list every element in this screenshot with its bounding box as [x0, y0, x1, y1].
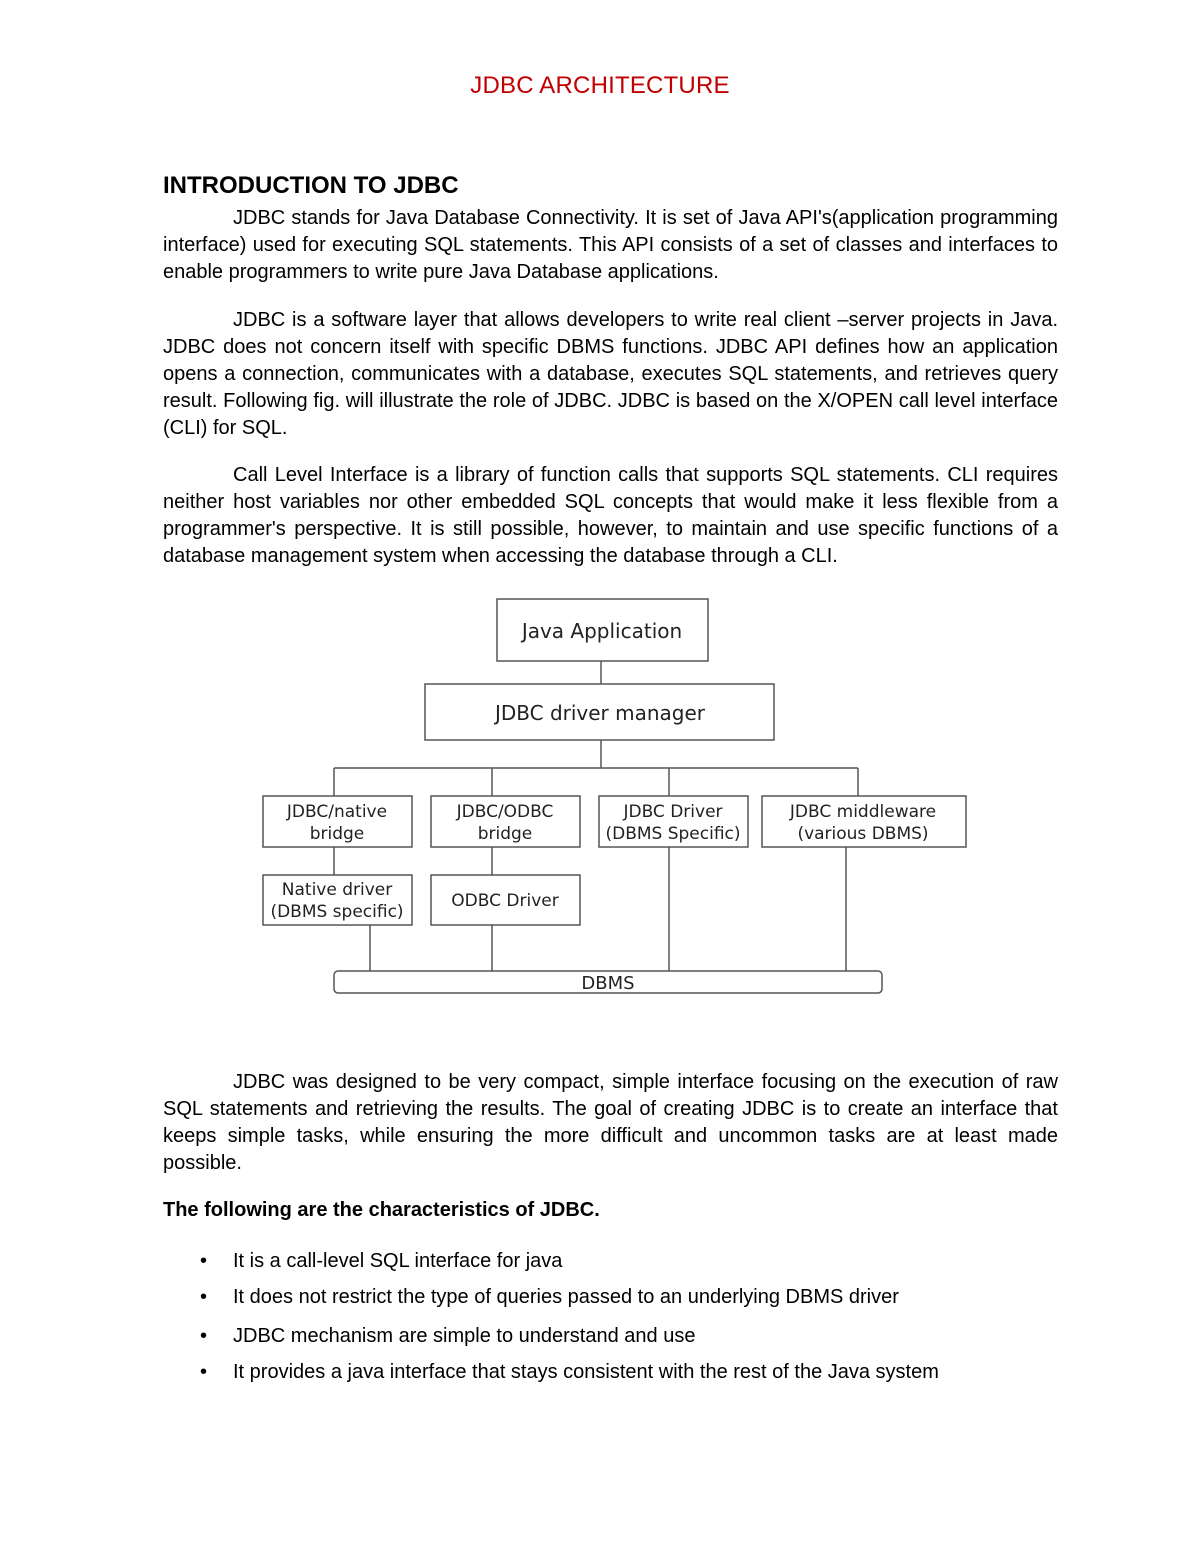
jdbc-middleware-label-2: (various DBMS)	[797, 824, 929, 844]
odbc-driver-label: ODBC Driver	[451, 891, 559, 911]
dbms-label: DBMS	[581, 973, 635, 994]
list-item-text: JDBC mechanism are simple to understand and use	[233, 1325, 696, 1347]
section-heading: INTRODUCTION TO JDBC	[163, 172, 459, 199]
jdbc-driver-label-1: JDBC Driver	[623, 802, 723, 822]
list-item-text: It does not restrict the type of queries passed to an underlying DBMS driver	[233, 1286, 899, 1308]
list-item	[163, 1323, 939, 1350]
list-item	[163, 1359, 939, 1386]
jdbc-odbc-bridge-label-2: bridge	[477, 824, 533, 844]
page-title: JDBC ARCHITECTURE	[470, 72, 730, 99]
bullet-icon: •	[200, 1286, 208, 1308]
jdbc-driver-label-2: (DBMS Specific)	[605, 824, 741, 844]
driver-manager-label: JDBC driver manager	[494, 701, 706, 725]
jdbc-middleware-label-1: JDBC middleware	[789, 802, 937, 822]
characteristics-heading: The following are the characteristics of JDBC.	[163, 1199, 600, 1221]
bullet-icon: •	[200, 1361, 208, 1383]
paragraph-4-text: JDBC was designed to be very compact, simple interface focusing on the execution of raw SQL statements and retrieving the results. The goal of creating JDBC is to create an interface that keeps simple tasks, while ensuring the more difficult and uncommon tasks are at least made possible.	[163, 1071, 1058, 1174]
jdbc-native-bridge-label-2: bridge	[309, 824, 365, 844]
characteristics-list	[163, 1248, 939, 1386]
list-item-text: It provides a java interface that stays consistent with the rest of the Java system	[233, 1361, 939, 1383]
native-driver-label-1: Native driver	[281, 880, 393, 900]
paragraph-4	[163, 1069, 1058, 1177]
java-application-label: Java Application	[521, 619, 683, 643]
paragraph-1-text: JDBC stands for Java Database Connectivity. It is set of Java API's(application programming interface) used for executing SQL statements. This API consists of a set of classes and interfaces to enable programmers to write pure Java Database applications.	[163, 207, 1058, 283]
bullet-icon: •	[200, 1250, 208, 1272]
native-driver-label-2: (DBMS specific)	[270, 902, 404, 922]
list-item	[163, 1284, 939, 1311]
paragraph-3-text: Call Level Interface is a library of function calls that supports SQL statements. CLI requires neither host variables nor other embedded SQL concepts that would make it less flexible from a programmer's perspective. It is still possible, however, to maintain and use specific functions of a database management system when accessing the database through a CLI.	[163, 464, 1058, 567]
list-item-text: It is a call-level SQL interface for java	[233, 1250, 563, 1272]
jdbc-odbc-bridge-label-1: JDBC/ODBC	[456, 802, 554, 822]
bullet-icon: •	[200, 1325, 208, 1347]
paragraph-2-text: JDBC is a software layer that allows developers to write real client –server projects in Java. JDBC does not concern itself with specific DBMS functions. JDBC API defines how an application opens a connection, communicates with a database, executes SQL statements, and retrieves query result. Following fig. will illustrate the role of JDBC. JDBC is based on the X/OPEN call level interface (CLI) for SQL.	[163, 309, 1058, 439]
list-item	[163, 1248, 939, 1275]
jdbc-native-bridge-label-1: JDBC/native	[286, 802, 388, 822]
